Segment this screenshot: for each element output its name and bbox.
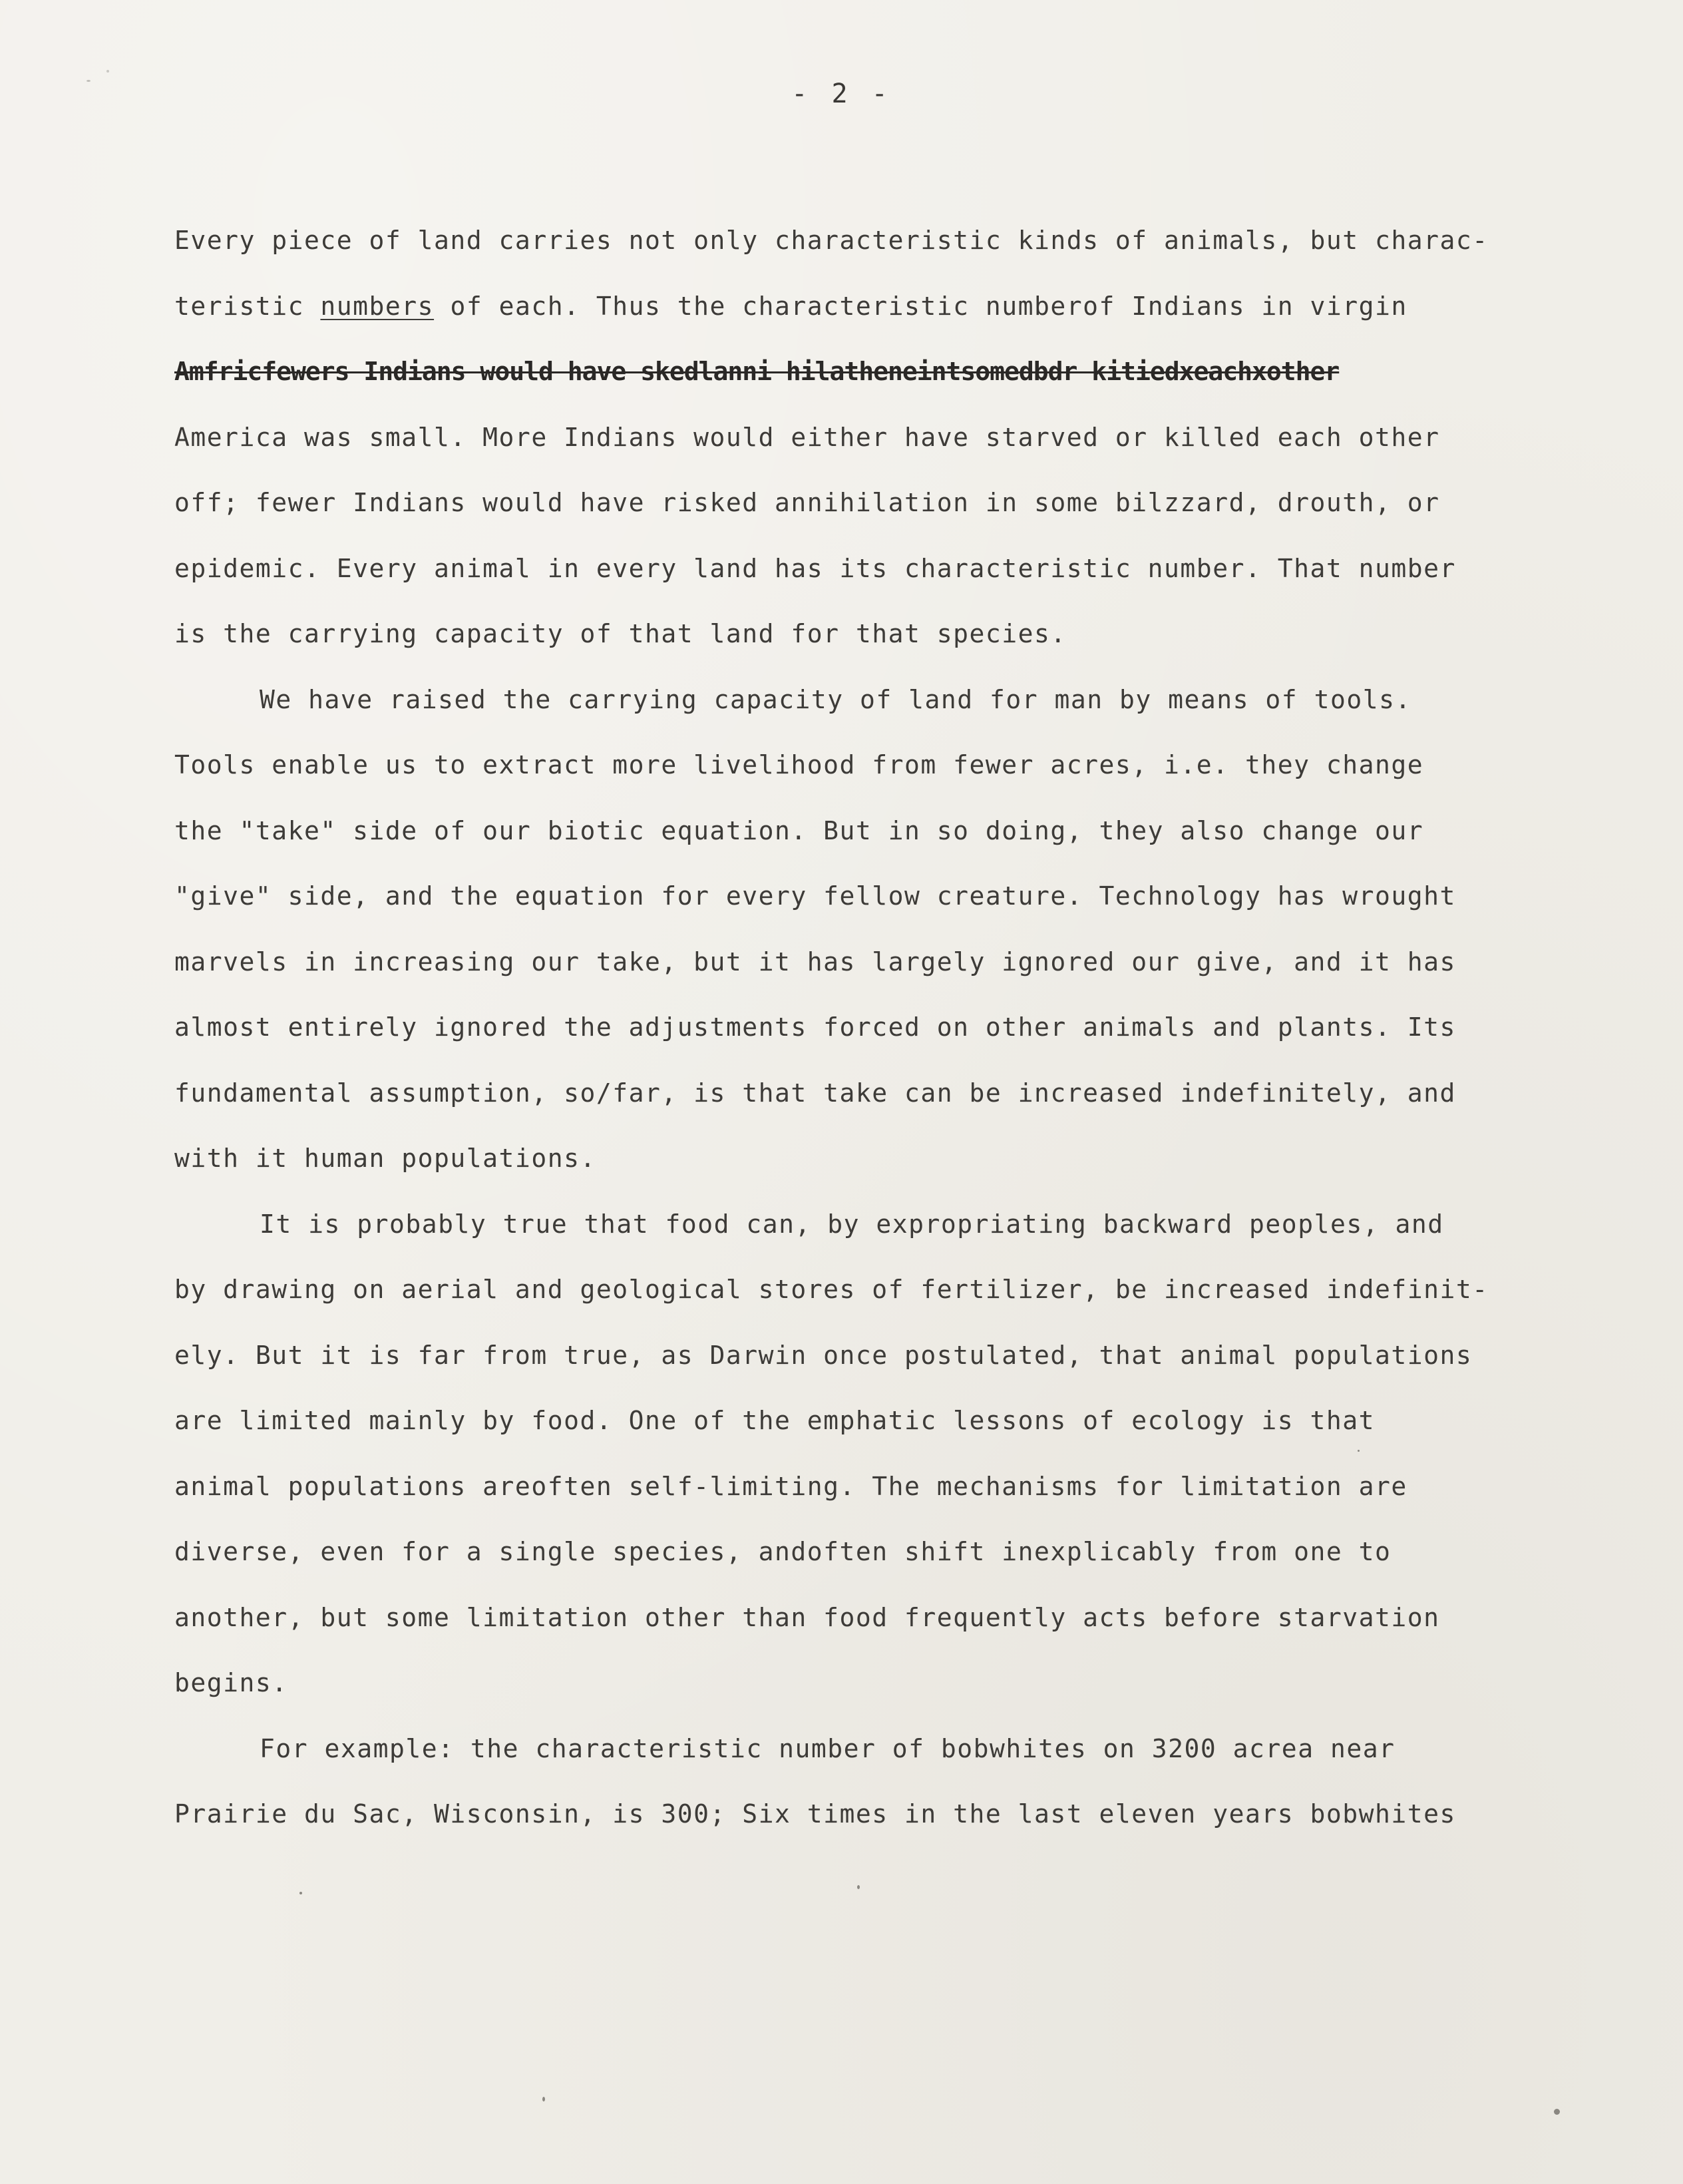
paragraph-2-line-2: Tools enable us to extract more livelihood from fewer acres, i.e. they change [174,750,1424,779]
paper-speck [857,1885,860,1889]
struck-out-line [174,339,1545,405]
paragraph-2-line-5: marvels in increasing our take, but it has largely ignored our give, and it has [174,947,1456,977]
paragraph-4-line-2: Prairie du Sac, Wisconsin, is 300; Six times in the last eleven years bobwhites [174,1799,1456,1829]
paragraph-4-line-1: For example: the characteristic number of bobwhites on 3200 acrea near [260,1733,1396,1763]
paper-speck [106,70,109,73]
page-number: - 2 - [791,79,892,109]
paragraph-1-line-6: epidemic. Every animal in every land has its characteristic number. That number [174,553,1456,583]
paragraph-3-line-7: another, but some limitation other than food frequently acts before starvation [174,1602,1440,1632]
body-text [174,208,1545,1847]
paragraph-3-line-3: ely. But it is far from true, as Darwin once postulated, that animal populations [174,1340,1473,1370]
underlined-word: numbers [320,291,435,321]
paper-speck [1554,2109,1560,2115]
struck-out-text: Amfricfewers Indians would have skedlanni hilatheneintsomedbdr kitiedxeachxother [174,357,1340,386]
paragraph-3-line-8: begins. [174,1668,288,1697]
paragraph-2-line-3: the "take" side of our biotic equation. But in so doing, they also change our [174,815,1424,845]
paragraph-3-line-2: by drawing on aerial and geological stores of fertilizer, be increased indefinit- [174,1275,1489,1304]
paragraph-3-line-5: animal populations areoften self-limiting. The mechanisms for limitation are [174,1471,1407,1501]
paper-speck [542,2097,545,2101]
paragraph-1-line-7: is the carrying capacity of that land for that species. [174,619,1067,648]
paper-speck [1358,1450,1360,1452]
paragraph-1-line-4: America was small. More Indians would either have starved or killed each other [174,422,1440,452]
paragraph-1-line-2: teristic numbers of each. Thus the characteristic numberof Indians in virgin [174,291,1407,321]
paragraph-2-line-8: with it human populations. [174,1144,596,1173]
paragraph-3-line-6: diverse, even for a single species, andoften shift inexplicably from one to [174,1537,1392,1566]
paper-speck [87,80,91,82]
paragraph-3-line-4: are limited mainly by food. One of the emphatic lessons of ecology is that [174,1406,1375,1435]
paper-speck [299,1892,302,1894]
paragraph-2-line-4: "give" side, and the equation for every fellow creature. Technology has wrought [174,881,1456,911]
paragraph-2-line-7: fundamental assumption, so/far, is that take can be increased indefinitely, and [174,1078,1456,1108]
paragraph-3-line-1: It is probably true that food can, by expropriating backward peoples, and [260,1209,1444,1239]
paragraph-2-line-6: almost entirely ignored the adjustments forced on other animals and plants. Its [174,1012,1456,1042]
paragraph-2-line-1: We have raised the carrying capacity of land for man by means of tools. [260,684,1411,714]
paragraph-1-line-5: off; fewer Indians would have risked annihilation in some bilzzard, drouth, or [174,488,1440,517]
paragraph-1-line-1: Every piece of land carries not only characteristic kinds of animals, but charac- [174,226,1489,255]
